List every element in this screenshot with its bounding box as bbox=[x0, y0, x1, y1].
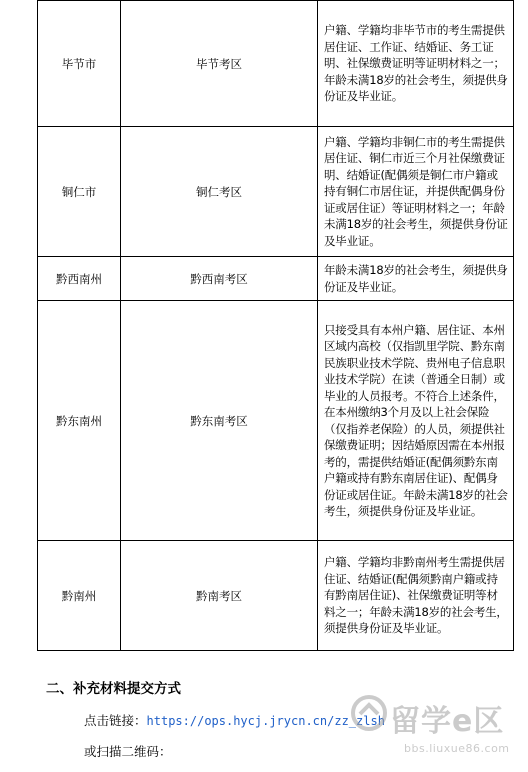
submission-link[interactable]: https://ops.hycj.jrycn.cn/zz_zlsh bbox=[146, 714, 385, 728]
watermark-logo-icon bbox=[350, 694, 388, 732]
exam-area-cell: 黔西南考区 bbox=[121, 257, 318, 301]
table-row bbox=[38, 257, 514, 301]
requirement-cell: 户籍、学籍均非黔南州考生需提供居住证、结婚证(配偶须黔南户籍或持有黔南居住证)、社保缴费证明等材料之一；年龄未满18岁的社会考生，须提供身份证及毕业证。 bbox=[318, 541, 514, 651]
link-label: 点击链接： bbox=[84, 713, 147, 728]
requirement-cell: 只接受具有本州户籍、居住证、本州区域内高校（仅指凯里学院、黔东南民族职业技术学院、贵州电子信息职业技术学院）在读（普通全日制）或毕业的人员报考。不符合上述条件，在本州缴纳3个月及以上社会保险（仅指养老保险）的人员，须提供社保缴费证明；因结婚原因需在本州报考的，需提供结婚证(配偶须黔东南户籍或持有黔东南居住证)、配偶身份证或居住证。年龄未满18岁的社会考生，须提供身份证及毕业证。 bbox=[318, 301, 514, 541]
requirement-cell: 年龄未满18岁的社会考生，须提供身份证及毕业证。 bbox=[318, 257, 514, 301]
exam-area-cell: 黔东南考区 bbox=[121, 301, 318, 541]
submission-link-line bbox=[84, 711, 385, 729]
section-heading: 二、补充材料提交方式 bbox=[46, 681, 181, 697]
city-cell: 黔西南州 bbox=[38, 257, 121, 301]
table-row bbox=[38, 1, 514, 127]
table-row bbox=[38, 541, 514, 651]
city-cell: 黔南州 bbox=[38, 541, 121, 651]
requirement-cell: 户籍、学籍均非毕节市的考生需提供居住证、工作证、结婚证、务工证明、社保缴费证明等证明材料之一；年龄未满18岁的社会考生，须提供身份证及毕业证。 bbox=[318, 1, 514, 127]
exam-area-cell: 毕节考区 bbox=[121, 1, 318, 127]
table-row bbox=[38, 127, 514, 257]
city-cell: 毕节市 bbox=[38, 1, 121, 127]
site-watermark bbox=[350, 692, 520, 767]
exam-area-cell: 黔南考区 bbox=[121, 541, 318, 651]
exam-area-cell: 铜仁考区 bbox=[121, 127, 318, 257]
city-cell: 铜仁市 bbox=[38, 127, 121, 257]
watermark-site: bbs.liuxue86.com bbox=[404, 742, 510, 755]
table-row bbox=[38, 301, 514, 541]
watermark-name: 留学e区 bbox=[390, 704, 505, 739]
qr-code-label: 或扫描二维码： bbox=[84, 744, 172, 759]
requirement-cell: 户籍、学籍均非铜仁市的考生需提供居住证、铜仁市近三个月社保缴费证明、结婚证(配偶须是铜仁市户籍或持有铜仁市居住证，并提供配偶身份证或居住证）等证明材料之一；年龄未满18岁的社会考生，须提供身份证及毕业证。 bbox=[318, 127, 514, 257]
city-cell: 黔东南州 bbox=[38, 301, 121, 541]
exam-area-table bbox=[37, 0, 514, 651]
